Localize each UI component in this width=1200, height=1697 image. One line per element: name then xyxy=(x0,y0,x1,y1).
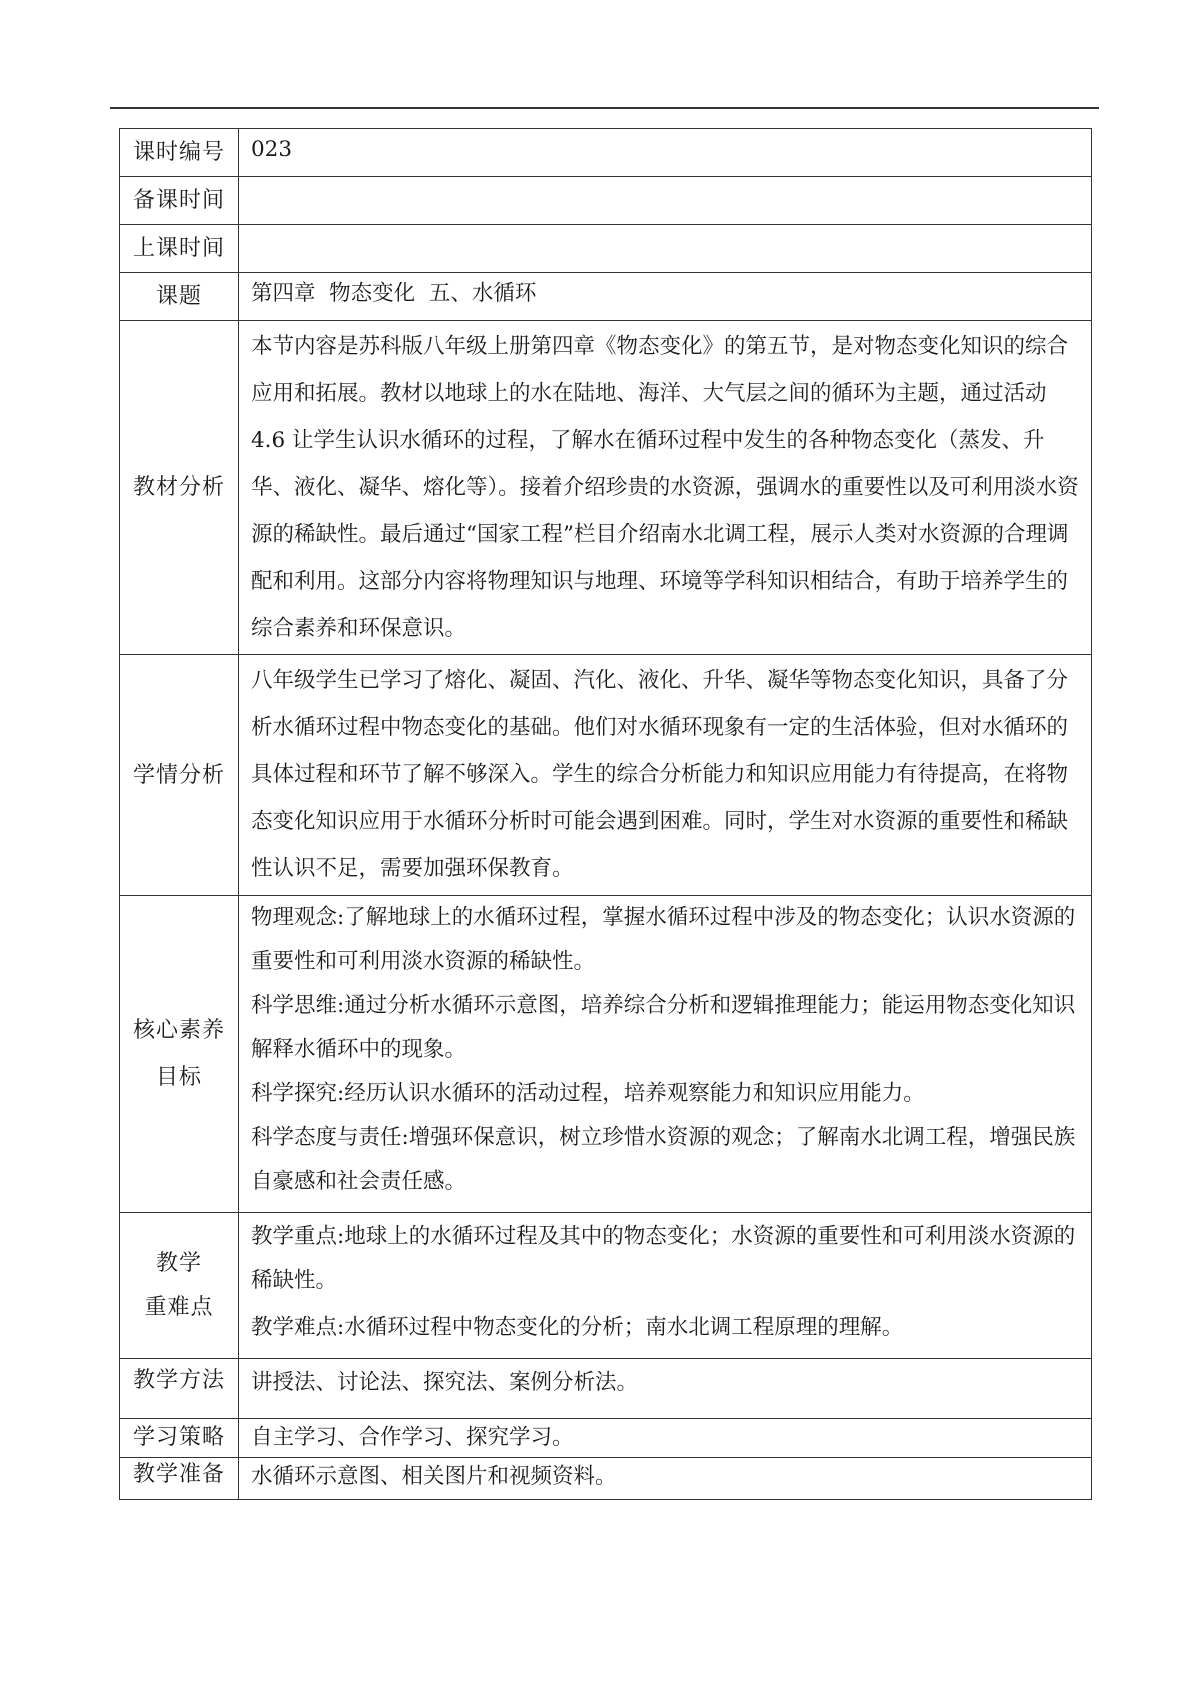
row-core-literacy-goals xyxy=(120,896,1092,1213)
value-learning-strategies: 自主学习、合作学习、探究学习。 xyxy=(239,1419,1092,1458)
label-class-time: 上课时间 xyxy=(120,225,239,273)
row-prep-time xyxy=(120,177,1092,225)
label-key-difficult-points xyxy=(120,1213,239,1359)
value-lesson-number: 023 xyxy=(239,129,1092,177)
row-learner-analysis xyxy=(120,655,1092,896)
label-learner-analysis: 学情分析 xyxy=(120,655,239,896)
goal-attitude-responsibility: 科学态度与责任:增强环保意识，树立珍惜水资源的观念；了解南水北调工程，增强民族自豪感和社会责任感。 xyxy=(251,1125,1076,1194)
label-core-literacy-goals xyxy=(120,896,239,1213)
label-textbook-analysis: 教材分析 xyxy=(120,321,239,655)
row-teaching-preparation xyxy=(120,1458,1092,1500)
value-teaching-methods: 讲授法、讨论法、探究法、案例分析法。 xyxy=(239,1359,1092,1419)
goal-physics-concept: 物理观念:了解地球上的水循环过程，掌握水循环过程中涉及的物态变化；认识水资源的重要性和可利用淡水资源的稀缺性。 xyxy=(251,905,1076,974)
label-teaching-preparation: 教学准备 xyxy=(120,1458,239,1500)
row-teaching-methods xyxy=(120,1359,1092,1419)
row-lesson-number xyxy=(120,129,1092,177)
value-prep-time xyxy=(239,177,1092,225)
label-prep-time: 备课时间 xyxy=(120,177,239,225)
row-key-difficult-points xyxy=(120,1213,1092,1359)
label-learning-strategies: 学习策略 xyxy=(120,1419,239,1458)
value-topic: 第四章 物态变化 五、水循环 xyxy=(239,273,1092,321)
difficult-point: 教学难点:水循环过程中物态变化的分析；南水北调工程原理的理解。 xyxy=(251,1315,904,1340)
value-key-difficult-points xyxy=(239,1213,1092,1359)
label-topic: 课题 xyxy=(120,273,239,321)
goal-scientific-thinking: 科学思维:通过分析水循环示意图，培养综合分析和逻辑推理能力；能运用物态变化知识解释水循环中的现象。 xyxy=(251,993,1076,1062)
value-learner-analysis: 八年级学生已学习了熔化、凝固、汽化、液化、升华、凝华等物态变化知识，具备了分析水循环过程中物态变化的基础。他们对水循环现象有一定的生活体验，但对水循环的具体过程和环节了解不够深入。学生的综合分析能力和知识应用能力有待提高，在将物态变化知识应用于水循环分析时可能会遇到困难。同时，学生对水资源的重要性和稀缺性认识不足，需要加强环保教育。 xyxy=(239,655,1092,896)
value-textbook-analysis: 本节内容是苏科版八年级上册第四章《物态变化》的第五节，是对物态变化知识的综合应用和拓展。教材以地球上的水在陆地、海洋、大气层之间的循环为主题，通过活动 4.6 让学生认识水循环的过程，了解水在循环过程中发生的各种物态变化（蒸发、升华、液化、凝华、熔化等）。接着介绍珍贵的水资源，强调水的重要性以及可利用淡水资源的稀缺性。最后通过“国家工程”栏目介绍南水北调工程，展示人类对水资源的合理调配和利用。这部分内容将物理知识与地理、环境等学科知识相结合，有助于培养学生的综合素养和环保意识。 xyxy=(239,321,1092,655)
label-line: 重难点 xyxy=(144,1294,214,1320)
label-line: 核心素养 xyxy=(132,1018,225,1043)
row-topic xyxy=(120,273,1092,321)
row-class-time xyxy=(120,225,1092,273)
label-lesson-number: 课时编号 xyxy=(120,129,239,177)
header-rule xyxy=(110,107,1099,109)
label-teaching-methods: 教学方法 xyxy=(120,1359,239,1419)
lesson-plan-table xyxy=(119,128,1092,1500)
value-teaching-preparation: 水循环示意图、相关图片和视频资料。 xyxy=(239,1458,1092,1500)
value-class-time xyxy=(239,225,1092,273)
key-point: 教学重点:地球上的水循环过程及其中的物态变化；水资源的重要性和可利用淡水资源的稀缺性。 xyxy=(251,1224,1076,1293)
row-textbook-analysis xyxy=(120,321,1092,655)
value-core-literacy-goals xyxy=(239,896,1092,1213)
label-line: 教学 xyxy=(155,1250,202,1276)
goal-scientific-inquiry: 科学探究:经历认识水循环的活动过程，培养观察能力和知识应用能力。 xyxy=(251,1081,925,1106)
label-line: 目标 xyxy=(155,1065,202,1090)
row-learning-strategies xyxy=(120,1419,1092,1458)
